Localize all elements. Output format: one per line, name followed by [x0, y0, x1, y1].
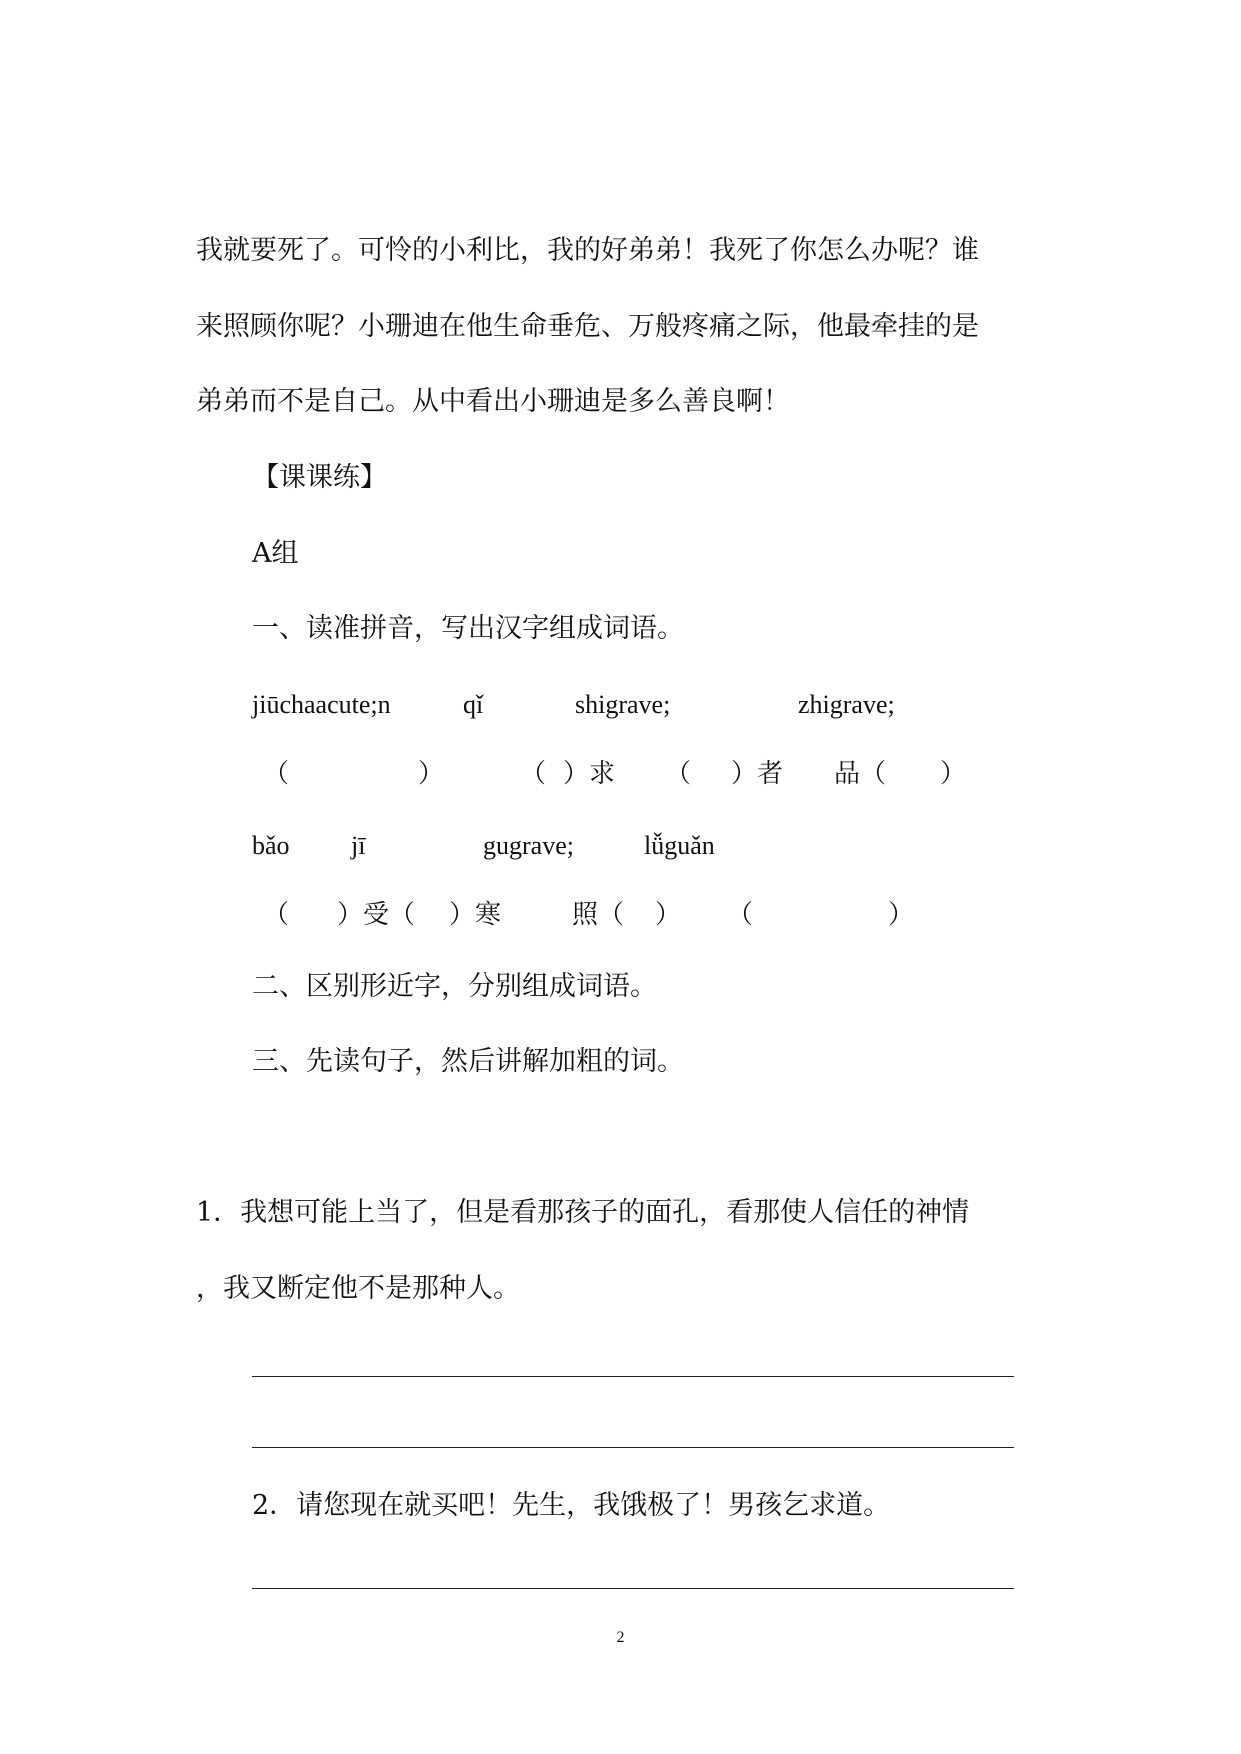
- pinyin-ji: jī: [351, 831, 366, 860]
- blank-close-5-shou: ）受（: [337, 900, 416, 930]
- blank-close-2-qiu: ）求: [563, 759, 616, 789]
- pinyin-bao: bǎo: [252, 831, 290, 860]
- blank-close-3-zhe: ）者: [731, 759, 784, 789]
- paragraph-line-2: 来照顾你呢？小珊迪在他生命垂危、万般疼痛之际，他最牵挂的是: [196, 311, 979, 342]
- section-title: 【课课练】: [252, 462, 387, 493]
- blank-open-3: （: [665, 759, 692, 789]
- blank-close-8: ）: [888, 900, 915, 930]
- pinyin-zhi: zhigrave;: [798, 690, 895, 719]
- answer-line-3[interactable]: [252, 1588, 1014, 1589]
- blank-zhao-open-7: 照（: [572, 900, 625, 930]
- question-2-title: 二、区别形近字，分别组成词语。: [252, 971, 657, 1002]
- item-2: 2．请您现在就买吧！先生，我饿极了！男孩乞求道。: [252, 1490, 891, 1521]
- answer-line-2[interactable]: [252, 1447, 1014, 1448]
- blank-close-1: ）: [418, 759, 445, 789]
- paragraph-line-1: 我就要死了。可怜的小利比，我的好弟弟！我死了你怎么办呢？谁: [196, 235, 979, 266]
- blank-open-5: （: [263, 900, 290, 930]
- group-label: A组: [252, 538, 299, 569]
- blank-close-7: ）: [655, 900, 682, 930]
- blank-close-4: ）: [940, 759, 967, 789]
- answer-line-1[interactable]: [252, 1376, 1014, 1377]
- page-number: 2: [616, 1629, 625, 1646]
- question-1-title: 一、读准拼音，写出汉字组成词语。: [252, 613, 684, 644]
- pinyin-qi: qǐ: [463, 690, 484, 719]
- question-3-title: 三、先读句子，然后讲解加粗的词。: [252, 1046, 684, 1077]
- pinyin-jiuchan: jiūchaacute;n: [252, 690, 391, 719]
- item-1-line-2: ，我又断定他不是那种人。: [196, 1273, 520, 1304]
- pinyin-lvguan: lǚguǎn: [644, 831, 715, 860]
- item-1-line-1: 1．我想可能上当了，但是看那孩子的面孔，看那使人信任的神情: [196, 1197, 970, 1228]
- blank-open-2: （: [520, 759, 547, 789]
- pinyin-shi: shigrave;: [575, 690, 671, 719]
- pinyin-gu: gugrave;: [483, 831, 574, 860]
- paragraph-line-3: 弟弟而不是自己。从中看出小珊迪是多么善良啊！: [196, 386, 790, 417]
- blank-open-1: （: [263, 759, 290, 789]
- blank-open-8: （: [727, 900, 754, 930]
- blank-close-6-han: ）寒: [449, 900, 502, 930]
- blank-pin-open-4: 品（: [834, 759, 887, 789]
